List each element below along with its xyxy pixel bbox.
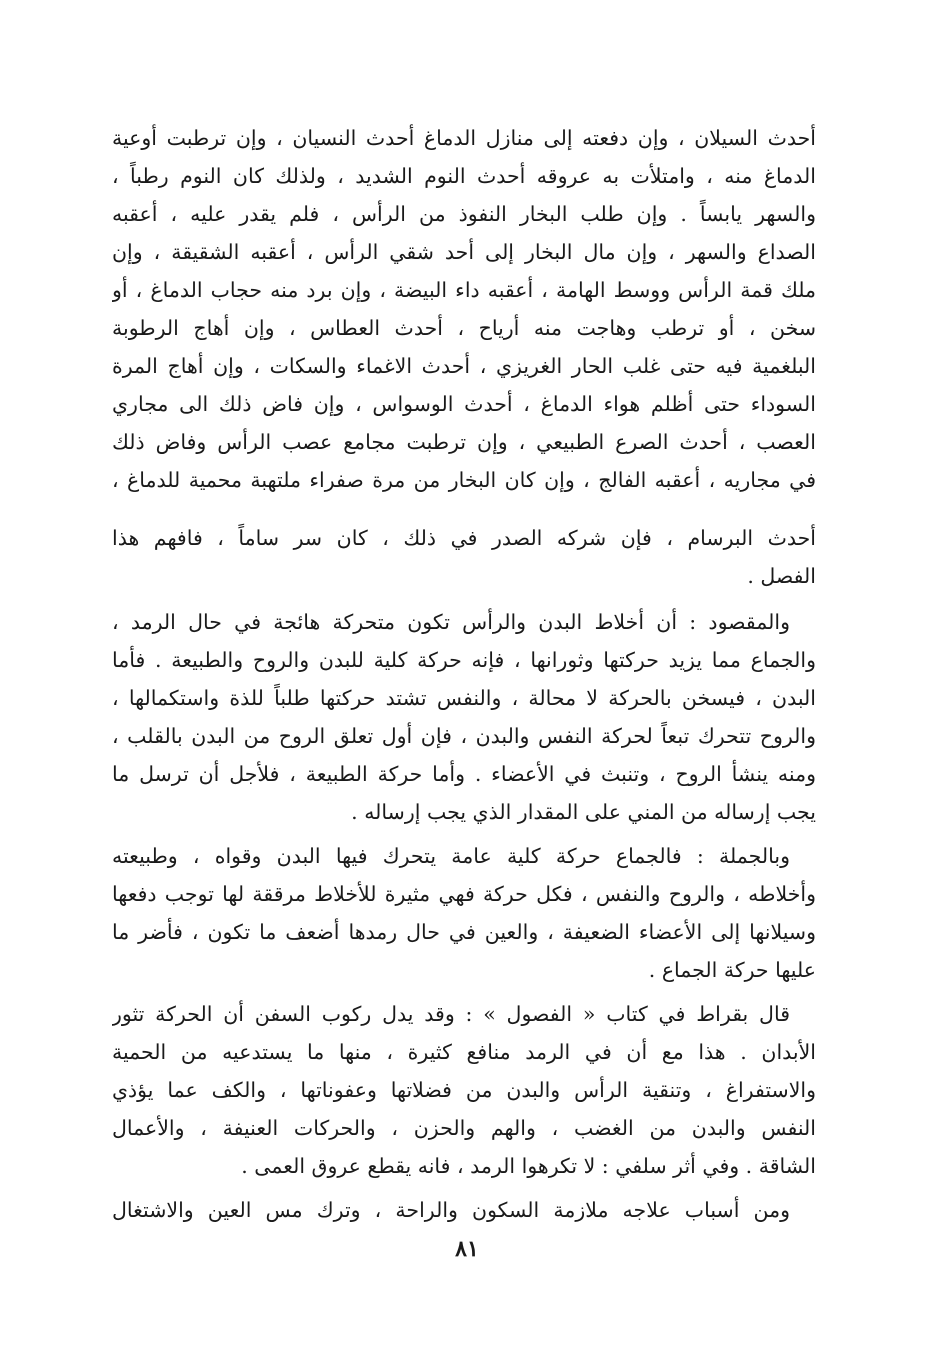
text-line: والجماع مما يزيد حركتها وثورانها ، فإنه حركة كلية للبدن والروح والطبيعة . فأما xyxy=(112,648,816,672)
text-line: أحدث البرسام ، فإن شركه الصدر في ذلك ، كان سر ساماً ، فافهم هذا xyxy=(112,526,816,550)
text-line: في مجاريه ، أعقبه الفالج ، وإن كان البخار من مرة صفراء ملتهبة محمية للدماغ ، xyxy=(112,468,816,492)
text-line: سخن ، أو ترطب وهاجت منه أرياح ، أحدث العطاس ، وإن أهاج الرطوبة xyxy=(112,316,816,340)
text-line: الدماغ منه ، وامتلأت به عروقه أحدث النوم الشديد ، ولذلك كان النوم رطباً ، xyxy=(112,164,816,188)
text-line: الشاقة . وفي أثر سلفي : لا تكرهوا الرمد ، فانه يقطع عروق العمى . xyxy=(241,1154,816,1178)
text-line: النفس والبدن من الغضب ، والهم والحزن ، والحركات العنيفة ، والأعمال xyxy=(112,1116,816,1140)
text-line: والروح تتحرك تبعاً لحركة النفس والبدن ، فإن أول تعلق الروح من البدن بالقلب ، xyxy=(112,724,816,748)
text-line: الأبدان . هذا مع أن في الرمد منافع كثيرة ، منها ما يستدعيه من الحمية xyxy=(112,1040,816,1064)
text-line: يجب إرساله من المني على المقدار الذي يجب إرساله . xyxy=(351,800,816,824)
text-line: العصب ، أحدث الصرع الطبيعي ، وإن ترطبت مجامع عصب الرأس وفاض ذلك xyxy=(112,430,816,454)
text-line: وأخلاطه ، والروح والنفس ، فكل حركة فهي مثيرة للأخلاط مرققة لها توجب دفعها xyxy=(112,882,816,906)
page-number: ٨١ xyxy=(455,1236,479,1262)
text-line: والمقصود : أن أخلاط البدن والرأس تكون متحركة هائجة في حال الرمد ، xyxy=(112,610,790,634)
text-line: أحدث السيلان ، وإن دفعته إلى منازل الدماغ أحدث النسيان ، وإن ترطبت أوعية xyxy=(112,126,816,150)
text-line: الفصل . xyxy=(747,564,816,588)
text-line: البدن ، فيسخن بالحركة لا محالة ، والنفس تشتد حركتها طلباً للذة واستكمالها ، xyxy=(112,686,816,710)
text-line: والاستفراغ ، وتنقية الرأس والبدن من فضلاتها وعفوناتها ، والكف عما يؤذي xyxy=(112,1078,816,1102)
text-line: قال بقراط في كتاب « الفصول » : وقد يدل ركوب السفن أن الحركة تثور xyxy=(112,1002,790,1026)
text-line: وسيلانها إلى الأعضاء الضعيفة ، والعين في حال رمدها أضعف ما تكون ، فأضر ما xyxy=(112,920,816,944)
text-line: السوداء حتى أظلم هواء الدماغ ، أحدث الوسواس ، وإن فاض ذلك الى مجاري xyxy=(112,392,816,416)
text-line: عليها حركة الجماع . xyxy=(648,958,816,982)
text-line: ومن أسباب علاجه ملازمة السكون والراحة ، وترك مس العين والاشتغال xyxy=(112,1198,790,1222)
text-line: الصداع والسهر ، وإن مال البخار إلى أحد شقي الرأس ، أعقبه الشقيقة ، وإن xyxy=(112,240,816,264)
text-line: والسهر يابساً . وإن طلب البخار النفوذ من الرأس ، فلم يقدر عليه ، أعقبه xyxy=(112,202,816,226)
page-text-block xyxy=(112,118,816,1258)
text-line: وبالجملة : فالجماع حركة كلية عامة يتحرك فيها البدن وقواه ، وطبيعته xyxy=(112,844,790,868)
text-line: ملك قمة الرأس ووسط الهامة ، أعقبه داء البيضة ، وإن برد منه حجاب الدماغ ، أو xyxy=(112,278,816,302)
text-line: البلغمية فيه حتى غلب الحار الغريزي ، أحدث الاغماء والسكات ، وإن أهاج المرة xyxy=(112,354,816,378)
text-line: ومنه ينشأ الروح ، وتنبث في الأعضاء . وأما حركة الطبيعة ، فلأجل أن ترسل ما xyxy=(112,762,816,786)
